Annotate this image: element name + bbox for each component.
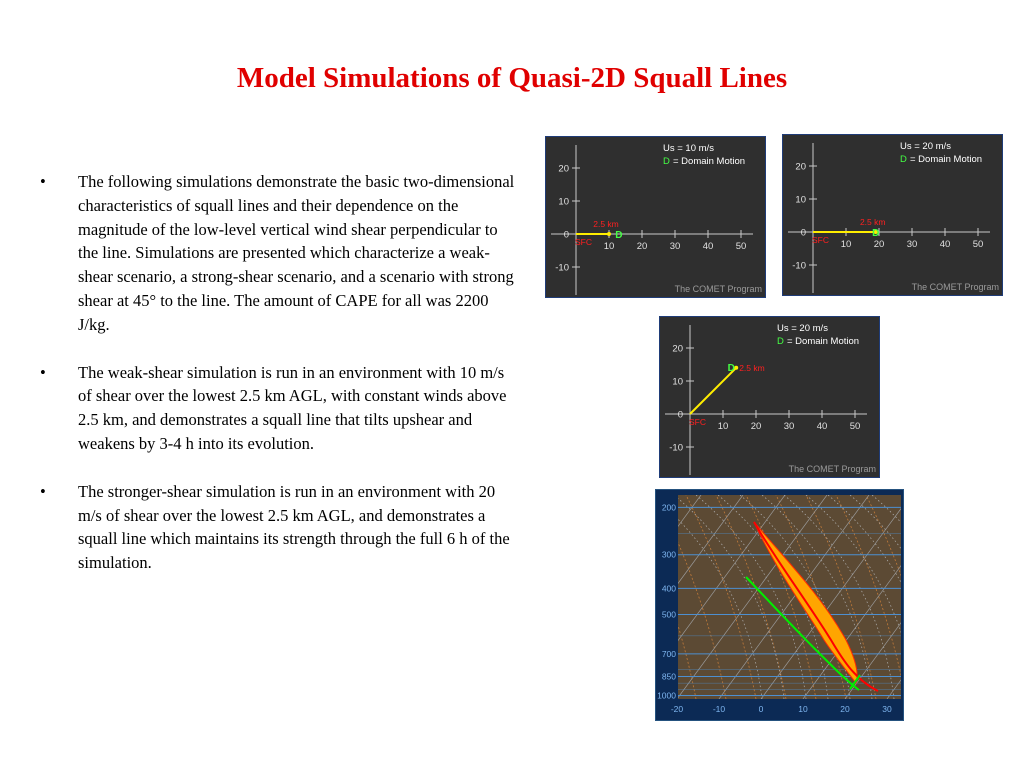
y-tick-label: 0 <box>563 229 569 241</box>
shear-legend: Us = 20 m/s <box>777 323 828 334</box>
x-tick-label: 10 <box>840 239 852 250</box>
bullet-marker: • <box>40 172 46 191</box>
pressure-label: 400 <box>661 583 676 594</box>
temperature-label: -10 <box>712 704 726 714</box>
x-tick-label: 30 <box>783 421 795 432</box>
legend-d: D <box>663 156 670 167</box>
y-tick-label: 10 <box>795 194 806 206</box>
x-tick-label: 30 <box>669 241 681 252</box>
hodograph-svg <box>546 137 765 297</box>
y-tick-label: 20 <box>672 343 683 355</box>
bullet-marker: • <box>40 481 46 501</box>
legend-d: D <box>900 154 907 165</box>
hodograph-strong-shear <box>782 134 1003 296</box>
bullet-item <box>40 361 515 456</box>
domain-motion-marker: D <box>727 362 735 374</box>
skewt-diagram <box>655 489 904 721</box>
legend-d: D <box>777 336 784 347</box>
pressure-label: 300 <box>661 549 676 560</box>
y-tick-label: 10 <box>672 376 683 388</box>
temperature-label: 10 <box>798 704 808 714</box>
pressure-label: 500 <box>661 609 676 620</box>
comet-credit: The COMET Program <box>674 284 762 294</box>
shear-legend: Us = 10 m/s <box>663 143 714 154</box>
x-tick-label: 20 <box>636 241 648 252</box>
x-tick-label: 40 <box>939 239 951 250</box>
bullet-text: The stronger-shear simulation is run in an environment with 20 m/s of shear over the lowest 2.5 km AGL, and demonstrates a squall line which maintains its strength through the full 6 h of the simulation. <box>78 481 510 573</box>
sfc-label: SFC <box>689 417 706 427</box>
temperature-label: -20 <box>670 704 684 714</box>
x-tick-label: 30 <box>906 239 918 250</box>
hodograph-svg <box>783 135 1002 295</box>
bullet-item <box>40 170 515 337</box>
x-tick-label: 10 <box>603 241 615 252</box>
bullet-text: The weak-shear simulation is run in an environment with 10 m/s of shear over the lowest 2.5 km AGL, with constant winds above 2.5 km, and demonstrates a squall line that tilts upshear and weakens by 3-4 h into its evolution. <box>78 362 507 453</box>
domain-motion-marker: D <box>872 228 880 239</box>
legend-domain-motion: = Domain Motion <box>673 156 746 167</box>
sfc-label: SFC <box>812 235 829 245</box>
y-tick-label: 0 <box>677 409 683 421</box>
bullet-list <box>40 170 515 599</box>
y-tick-label: 0 <box>800 227 806 239</box>
x-tick-label: 20 <box>873 239 885 250</box>
y-tick-label: -10 <box>669 442 683 454</box>
y-tick-label: 10 <box>558 196 569 208</box>
hodograph-svg <box>660 317 879 477</box>
hodograph-weak-shear <box>545 136 766 298</box>
y-tick-label: -10 <box>555 262 569 274</box>
x-tick-label: 40 <box>702 241 714 252</box>
shear-endpoint <box>607 232 611 236</box>
comet-credit: The COMET Program <box>788 464 876 474</box>
km-label: 2.5 km <box>859 217 886 227</box>
km-label: 2.5 km <box>739 362 765 373</box>
shear-vector <box>690 368 736 414</box>
x-tick-label: 40 <box>816 421 828 432</box>
dry-adiabat <box>656 495 666 699</box>
bullet-marker: • <box>40 362 46 382</box>
isotherm <box>656 495 659 699</box>
pressure-label: 700 <box>661 648 676 659</box>
temperature-label: 20 <box>840 704 850 714</box>
sfc-label: SFC <box>575 237 592 247</box>
temperature-label: 0 <box>758 704 764 714</box>
bullet-text: The following simulations demonstrate the basic two-dimensional characteristics of squall lines and their dependence on the magnitude of the low-level vertical wind shear perpendicular to the line. Simulations are presented which characterize a weak-shear scenario, a strong-shear scenario, and a scenario with strong shear at 45° to the line. The amount of CAPE for all was 2200 J/kg. <box>78 172 515 334</box>
hodograph-45deg-shear <box>659 316 880 478</box>
slide-title: Model Simulations of Quasi-2D Squall Lines <box>236 62 788 94</box>
x-tick-label: 10 <box>717 421 729 432</box>
x-tick-label: 50 <box>735 241 747 252</box>
x-tick-label: 50 <box>972 239 984 250</box>
legend-domain-motion: = Domain Motion <box>910 154 983 165</box>
km-label: 2.5 km <box>593 219 619 229</box>
bullet-item <box>40 480 515 575</box>
x-tick-label: 50 <box>849 421 861 432</box>
pressure-label: 200 <box>661 502 676 513</box>
x-tick-label: 20 <box>750 421 762 432</box>
temperature-label: 30 <box>882 704 892 714</box>
legend-domain-motion: = Domain Motion <box>787 336 860 347</box>
domain-motion-marker: D <box>615 230 623 241</box>
y-tick-label: -10 <box>792 260 806 272</box>
pressure-label: 1000 <box>657 690 676 701</box>
comet-credit: The COMET Program <box>911 282 999 292</box>
y-tick-label: 20 <box>558 163 569 175</box>
shear-legend: Us = 20 m/s <box>900 141 951 152</box>
skewt-svg <box>656 490 903 720</box>
y-tick-label: 20 <box>795 161 806 173</box>
pressure-label: 850 <box>661 671 676 682</box>
